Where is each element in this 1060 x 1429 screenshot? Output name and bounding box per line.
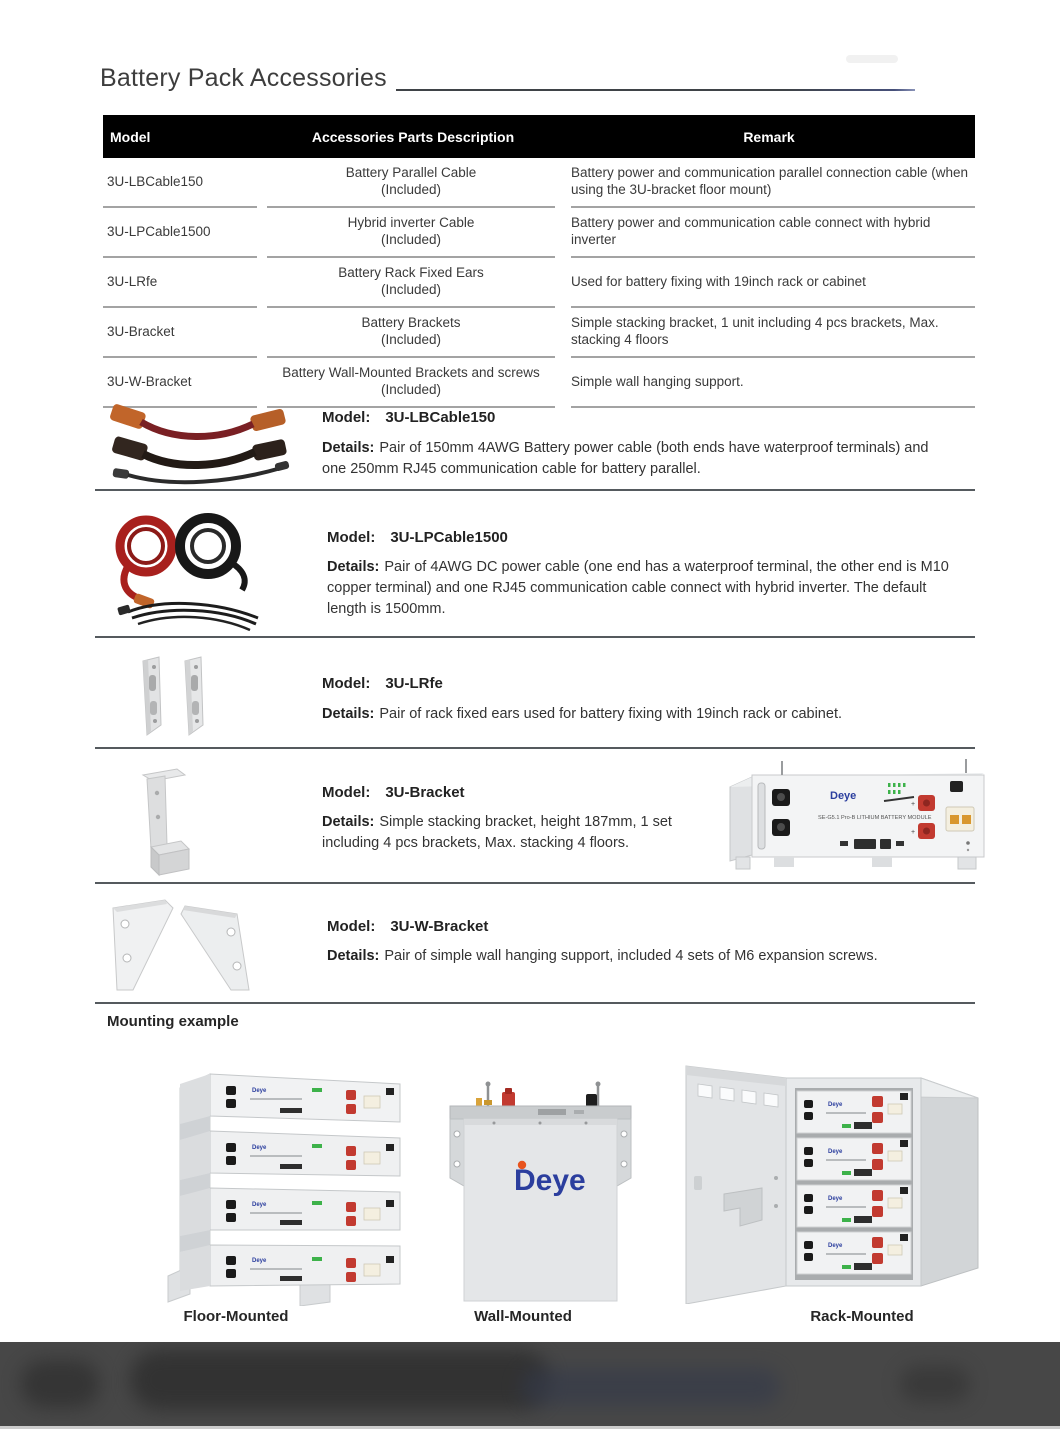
section-divider (95, 747, 975, 749)
deye-logo-tiny: Deye (252, 1258, 267, 1264)
col-header-description: Accessories Parts Description (311, 128, 515, 145)
details-text: Simple stacking bracket, height 187mm, 1 set including 4 pcs brackets, Max. stacking 4 floors. (322, 814, 672, 851)
section-model-line (322, 675, 443, 693)
accessories-table (103, 115, 975, 408)
section-model-line (327, 529, 508, 547)
details-label: Details: (327, 559, 380, 575)
details-text: Pair of rack fixed ears used for battery fixing with 19inch rack or cabinet. (379, 706, 842, 722)
details-text: Pair of simple wall hanging support, included 4 sets of M6 expansion screws. (384, 948, 878, 964)
deye-logo-tiny: Deye (252, 1145, 267, 1151)
faint-watermark (846, 55, 898, 63)
mounting-image-rack (676, 1056, 986, 1304)
model-value: 3U-LBCable150 (385, 409, 496, 426)
col-header-model: Model (110, 128, 151, 145)
mounting-image-floor (150, 1058, 420, 1306)
cell-description (267, 208, 555, 258)
desc-line1: Battery Brackets (361, 315, 461, 330)
cell-model: 3U-W-Bracket (103, 358, 257, 408)
cell-remark: Battery power and communication parallel connection cable (when using the 3U-bracket floor mount) (571, 158, 975, 208)
section-model-line (322, 409, 495, 427)
mounting-example-heading: Mounting example (107, 1013, 239, 1030)
details-label: Details: (322, 440, 375, 456)
cell-remark: Simple wall hanging support. (571, 358, 975, 408)
section-divider (95, 489, 975, 491)
details-label: Details: (322, 706, 375, 722)
section-details (322, 704, 958, 725)
deye-logo-text: Deye (514, 1164, 586, 1197)
deye-logo-tiny: Deye (828, 1102, 843, 1108)
model-label: Model: (322, 675, 371, 692)
details-label: Details: (327, 948, 380, 964)
cell-model: 3U-Bracket (103, 308, 257, 358)
section-model-line (327, 918, 488, 936)
section-divider (95, 636, 975, 638)
model-label: Model: (322, 409, 371, 426)
desc-line1: Battery Rack Fixed Ears (338, 265, 484, 280)
deye-logo-text: Deye (830, 790, 857, 802)
model-value: 3U-LPCable1500 (390, 529, 508, 546)
cell-model: 3U-LBCable150 (103, 158, 257, 208)
section-details (322, 812, 710, 854)
deye-logo-tiny: Deye (828, 1149, 843, 1155)
desc-line2: (Included) (380, 232, 442, 247)
section-details (327, 557, 963, 620)
deye-logo-tiny: Deye (828, 1196, 843, 1202)
details-text: Pair of 150mm 4AWG Battery power cable (both ends have waterproof terminals) and one 250mm RJ45 communication cable for battery parallel. (322, 440, 929, 477)
cell-description (267, 308, 555, 358)
model-label: Model: (327, 918, 376, 935)
table-row (103, 258, 975, 308)
module-label-text: SE-G5.1 Pro-B LITHIUM BATTERY MODULE (818, 815, 932, 821)
table-header-row (103, 115, 975, 158)
desc-line1: Battery Parallel Cable (345, 165, 477, 180)
table-row (103, 208, 975, 258)
model-label: Model: (327, 529, 376, 546)
desc-line1: Battery Wall-Mounted Brackets and screws (282, 365, 540, 380)
product-image-parallel-cables (103, 396, 303, 486)
cell-remark: Battery power and communication cable connect with hybrid inverter (571, 208, 975, 258)
mounting-label-floor: Floor-Mounted (183, 1308, 289, 1325)
cell-description (267, 358, 555, 408)
product-image-stacking-bracket (125, 765, 205, 877)
mounting-label-wall: Wall-Mounted (474, 1308, 572, 1325)
footer-blurred-bar (0, 1342, 1060, 1426)
product-image-wall-brackets (103, 894, 263, 994)
desc-line2: (Included) (380, 382, 442, 397)
desc-line2: (Included) (380, 282, 442, 297)
page-title: Battery Pack Accessories (100, 64, 387, 92)
desc-line1: Hybrid inverter Cable (347, 215, 475, 230)
cell-description (267, 258, 555, 308)
table-row (103, 308, 975, 358)
deye-logo-tiny: Deye (828, 1243, 843, 1249)
cell-model: 3U-LRfe (103, 258, 257, 308)
desc-line2: (Included) (380, 182, 442, 197)
details-text: Pair of 4AWG DC power cable (one end has a waterproof terminal, the other end is M10 copper terminal) and one RJ45 communication cable connect with hybrid inverter. The default length is 1500mm. (327, 559, 949, 617)
section-divider (95, 1002, 975, 1004)
deye-logo-tiny: Deye (252, 1088, 267, 1094)
deye-logo-tiny: Deye (252, 1202, 267, 1208)
product-image-rack-ears (133, 653, 228, 745)
section-model-line (322, 784, 465, 802)
product-image-inverter-cables (108, 506, 273, 634)
section-divider (95, 882, 975, 884)
mounting-label-rack: Rack-Mounted (810, 1308, 914, 1325)
svg-text:+: + (911, 829, 916, 836)
section-details (327, 946, 963, 967)
col-header-remark: Remark (743, 128, 795, 145)
mounting-image-wall (438, 1078, 643, 1303)
desc-line2: (Included) (380, 332, 442, 347)
product-image-battery-module (722, 757, 998, 879)
model-value: 3U-Bracket (385, 784, 465, 801)
cell-remark: Used for battery fixing with 19inch rack or cabinet (571, 258, 975, 308)
model-label: Model: (322, 784, 371, 801)
cell-description (267, 158, 555, 208)
table-row (103, 158, 975, 208)
svg-text:+: + (911, 801, 916, 808)
cell-remark: Simple stacking bracket, 1 unit including 4 pcs brackets, Max. stacking 4 floors (571, 308, 975, 358)
section-details (322, 438, 950, 480)
details-label: Details: (322, 814, 375, 830)
cell-model: 3U-LPCable1500 (103, 208, 257, 258)
model-value: 3U-LRfe (385, 675, 443, 692)
model-value: 3U-W-Bracket (390, 918, 489, 935)
title-underline (396, 89, 915, 91)
